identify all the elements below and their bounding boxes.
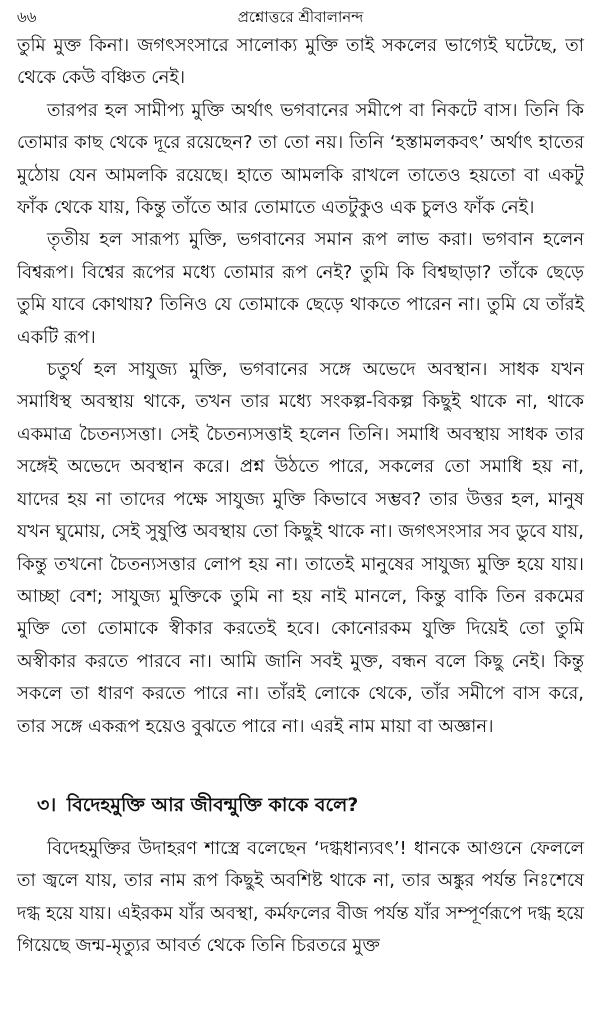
page-header — [17, 4, 584, 30]
answer-paragraph: বিদেহমুক্তির উদাহরণ শাস্ত্রে বলেছেন ‘দগ্ধধান্যবৎ’! ধানকে আগুনে ফেললে তা জ্বলে যায়, তার নাম রূপ কিছুই অবশিষ্ট থাকে না, তার অঙ্কুর পর্যন্ত নিঃশেষে দগ্ধ হয়ে যায়। এইরকম যাঁর অবস্থা, কর্মফলের বীজ পর্যন্ত যাঁর সম্পূর্ণরূপে দগ্ধ হয়ে গিয়েছে জন্ম-মৃত্যুর আবর্ত থেকে তিনি চিরতরে মুক্ত — [17, 837, 584, 957]
body-text — [17, 30, 584, 963]
paragraph-sarupya: তৃতীয় হল সারূপ্য মুক্তি, ভগবানের সমান রূপ লাভ করা। ভগবান হলেন বিশ্বরূপ। বিশ্বের রূপের মধ্যে তোমার রূপ নেই? তুমি কি বিশ্বছাড়া? তাঁকে ছেড়ে তুমি যাবে কোথায়? তিনিও যে তোমাকে ছেড়ে থাকতে পারেন না। তুমি যে তাঁরই একটি রূপ। — [17, 229, 584, 348]
question-text: বিদেহমুক্তি আর জীবন্মুক্তি কাকে বলে? — [66, 793, 359, 816]
paragraph-sayujya: চতুর্থ হল সাযুজ্য মুক্তি, ভগবানের সঙ্গে অভেদে অবস্থান। সাধক যখন সমাধিস্থ অবস্থায় থাকে, তখন তার মধ্যে সংকল্প-বিকল্প কিছুই থাকে না, থাকে একমাত্র চৈতন্যসত্তা। সেই চৈতন্যসত্তাই হলেন তিনি। সমাধি অবস্থায় সাধক তার সঙ্গেই অভেদে অবস্থান করে। প্রশ্ন উঠতে পারে, সকলের তো সমাধি হয় না, যাদের হয় না তাদের পক্ষে সাযুজ্য মুক্তি কিভাবে সম্ভব? তার উত্তর হল, মানুষ যখন ঘুমোয়, সেই সুষুপ্তি অবস্থায় তো কিছুই থাকে না। জগৎসংসার সব ডুবে যায়, কিন্তু তখনো চৈতন্যসত্তার লোপ হয় না। তাতেই মানুষের সাযুজ্য মুক্তি হয়ে যায়। আচ্ছা বেশ; সাযুজ্য মুক্তিকে তুমি না হয় নাই মানলে, কিন্তু বাকি তিন রকমের মুক্তি তো তোমাকে স্বীকার করতেই হবে। কোনোরকম যুক্তি দিয়েই তো তুমি অস্বীকার করতে পারবে না। আমি জানি সবই মুক্ত, বন্ধন বলে কিছু নেই। কিন্তু সকলে তা ধারণ করতে পারে না। তাঁরই লোকে থেকে, তাঁর সমীপে বাস করে, তার সঙ্গে একরূপ হয়েও বুঝতে পারে না। এরই নাম মায়া বা অজ্ঞান। — [17, 359, 584, 737]
question-number: ৩। — [37, 793, 57, 816]
question-heading — [17, 789, 584, 821]
paragraph-samipya: তারপর হল সামীপ্য মুক্তি অর্থাৎ ভগবানের সমীপে বা নিকটে বাস। তিনি কি তোমার কাছ থেকে দূরে রয়েছেন? তা তো নয়। তিনি ‘হস্তামলকবৎ’ অর্থাৎ হাতের মুঠোয় যেন আমলকি রয়েছে। হাতে আমলকি রাখলে তাতেও হয়তো বা একটু ফাঁক থেকে যায়, কিন্তু তাঁতে আর তোমাতে এতটুকুও এক চুলও ফাঁক নেই। — [17, 99, 584, 219]
paragraph-salokya-end: তুমি মুক্ত কিনা। জগৎসংসারে সালোক্য মুক্তি তাই সকলের ভাগ্যেই ঘটেছে, তা থেকে কেউ বঞ্চিত নেই। — [17, 35, 584, 89]
running-title: প্রশ্নোত্তরে শ্রীবালানন্দ — [237, 8, 364, 26]
page-number: ৬৬ — [17, 8, 37, 26]
